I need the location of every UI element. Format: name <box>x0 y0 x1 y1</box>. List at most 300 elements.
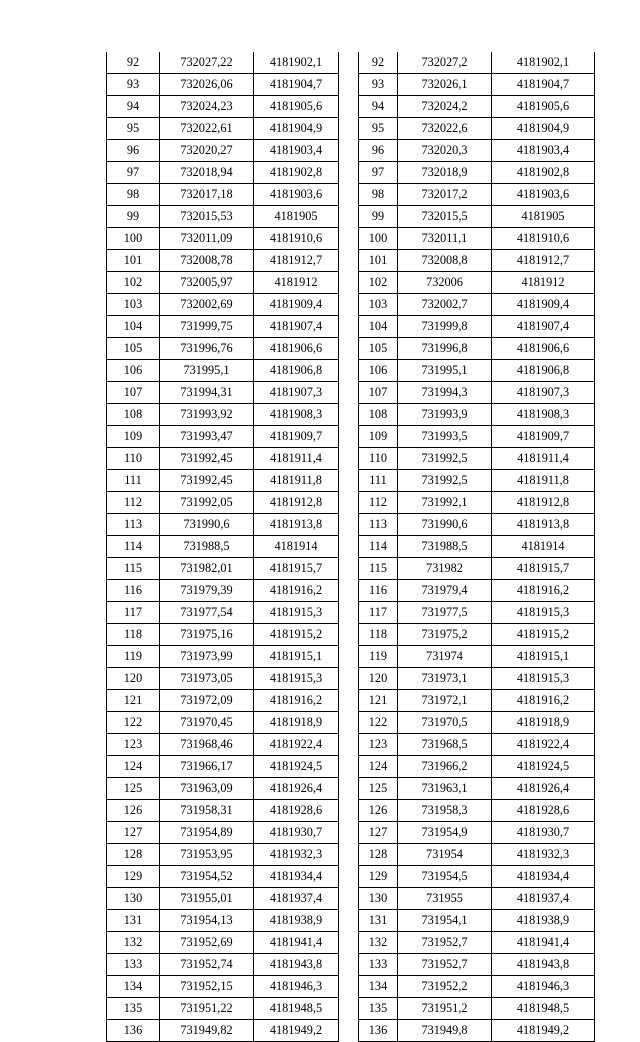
right-y-coordinate-cell: 4181943,8 <box>492 954 595 976</box>
left-point-number-cell: 100 <box>107 228 160 250</box>
left-x-coordinate-cell: 731973,99 <box>160 646 254 668</box>
right-y-coordinate-cell: 4181905,6 <box>492 96 595 118</box>
left-point-number-cell: 129 <box>107 866 160 888</box>
table-row <box>107 96 339 118</box>
table-row <box>107 206 339 228</box>
table-row <box>359 206 595 228</box>
right-y-coordinate-cell: 4181937,4 <box>492 888 595 910</box>
table-row <box>359 822 595 844</box>
left-y-coordinate-cell: 4181915,7 <box>254 558 339 580</box>
right-x-coordinate-cell: 732008,8 <box>398 250 492 272</box>
right-y-coordinate-cell: 4181915,3 <box>492 602 595 624</box>
left-x-coordinate-cell: 732022,61 <box>160 118 254 140</box>
left-y-coordinate-cell: 4181912 <box>254 272 339 294</box>
right-y-coordinate-cell: 4181912,8 <box>492 492 595 514</box>
left-x-coordinate-cell: 731988,5 <box>160 536 254 558</box>
table-row <box>107 910 339 932</box>
right-x-coordinate-cell: 731999,8 <box>398 316 492 338</box>
right-point-number-cell: 94 <box>359 96 398 118</box>
right-y-coordinate-cell: 4181906,8 <box>492 360 595 382</box>
left-y-coordinate-cell: 4181904,7 <box>254 74 339 96</box>
right-y-coordinate-cell: 4181926,4 <box>492 778 595 800</box>
table-row <box>107 580 339 602</box>
table-row <box>359 118 595 140</box>
table-row <box>107 382 339 404</box>
left-point-number-cell: 98 <box>107 184 160 206</box>
table-row <box>107 690 339 712</box>
left-y-coordinate-cell: 4181905,6 <box>254 96 339 118</box>
right-point-number-cell: 117 <box>359 602 398 624</box>
right-x-coordinate-cell: 732018,9 <box>398 162 492 184</box>
right-y-coordinate-cell: 4181915,2 <box>492 624 595 646</box>
table-row <box>359 514 595 536</box>
left-x-coordinate-cell: 731982,01 <box>160 558 254 580</box>
table-row <box>359 52 595 74</box>
right-y-coordinate-cell: 4181902,1 <box>492 52 595 74</box>
right-y-coordinate-cell: 4181916,2 <box>492 580 595 602</box>
left-x-coordinate-cell: 732027,22 <box>160 52 254 74</box>
left-y-coordinate-cell: 4181946,3 <box>254 976 339 998</box>
left-point-number-cell: 101 <box>107 250 160 272</box>
right-y-coordinate-cell: 4181908,3 <box>492 404 595 426</box>
left-y-coordinate-cell: 4181928,6 <box>254 800 339 822</box>
left-y-coordinate-cell: 4181902,1 <box>254 52 339 74</box>
right-point-number-cell: 93 <box>359 74 398 96</box>
table-row <box>107 976 339 998</box>
right-point-number-cell: 104 <box>359 316 398 338</box>
left-point-number-cell: 125 <box>107 778 160 800</box>
right-point-number-cell: 127 <box>359 822 398 844</box>
right-point-number-cell: 96 <box>359 140 398 162</box>
right-x-coordinate-cell: 731977,5 <box>398 602 492 624</box>
left-x-coordinate-cell: 732015,53 <box>160 206 254 228</box>
left-y-coordinate-cell: 4181922,4 <box>254 734 339 756</box>
right-y-coordinate-cell: 4181911,4 <box>492 448 595 470</box>
left-x-coordinate-cell: 731992,45 <box>160 448 254 470</box>
right-x-coordinate-cell: 732015,5 <box>398 206 492 228</box>
right-y-coordinate-cell: 4181907,3 <box>492 382 595 404</box>
table-row <box>107 646 339 668</box>
right-x-coordinate-cell: 732027,2 <box>398 52 492 74</box>
left-y-coordinate-cell: 4181912,7 <box>254 250 339 272</box>
left-x-coordinate-cell: 731952,74 <box>160 954 254 976</box>
right-y-coordinate-cell: 4181915,3 <box>492 668 595 690</box>
right-point-number-cell: 125 <box>359 778 398 800</box>
right-point-number-cell: 132 <box>359 932 398 954</box>
left-point-number-cell: 122 <box>107 712 160 734</box>
left-y-coordinate-cell: 4181913,8 <box>254 514 339 536</box>
left-y-coordinate-cell: 4181916,2 <box>254 690 339 712</box>
table-row <box>107 404 339 426</box>
table-row <box>359 624 595 646</box>
right-y-coordinate-cell: 4181902,8 <box>492 162 595 184</box>
left-x-coordinate-cell: 731954,89 <box>160 822 254 844</box>
left-x-coordinate-cell: 732020,27 <box>160 140 254 162</box>
right-x-coordinate-cell: 731955 <box>398 888 492 910</box>
left-x-coordinate-cell: 731973,05 <box>160 668 254 690</box>
right-x-coordinate-cell: 732006 <box>398 272 492 294</box>
right-x-coordinate-cell: 731993,5 <box>398 426 492 448</box>
table-row <box>359 712 595 734</box>
table-row <box>107 250 339 272</box>
left-x-coordinate-cell: 732017,18 <box>160 184 254 206</box>
left-x-coordinate-cell: 731968,46 <box>160 734 254 756</box>
table-row <box>107 492 339 514</box>
left-x-coordinate-cell: 731953,95 <box>160 844 254 866</box>
right-x-coordinate-cell: 731990,6 <box>398 514 492 536</box>
right-x-coordinate-cell: 731992,5 <box>398 470 492 492</box>
left-point-number-cell: 106 <box>107 360 160 382</box>
left-x-coordinate-cell: 731954,52 <box>160 866 254 888</box>
right-point-number-cell: 114 <box>359 536 398 558</box>
right-point-number-cell: 129 <box>359 866 398 888</box>
right-point-number-cell: 131 <box>359 910 398 932</box>
left-point-number-cell: 126 <box>107 800 160 822</box>
coordinates-table-right <box>358 52 595 1042</box>
left-x-coordinate-cell: 731958,31 <box>160 800 254 822</box>
table-row <box>107 294 339 316</box>
left-x-coordinate-cell: 731966,17 <box>160 756 254 778</box>
right-x-coordinate-cell: 731952,7 <box>398 954 492 976</box>
right-y-coordinate-cell: 4181906,6 <box>492 338 595 360</box>
right-point-number-cell: 99 <box>359 206 398 228</box>
table-row <box>359 888 595 910</box>
left-point-number-cell: 114 <box>107 536 160 558</box>
table-row <box>107 800 339 822</box>
left-y-coordinate-cell: 4181903,6 <box>254 184 339 206</box>
left-point-number-cell: 95 <box>107 118 160 140</box>
table-row <box>359 536 595 558</box>
left-y-coordinate-cell: 4181910,6 <box>254 228 339 250</box>
right-x-coordinate-cell: 731972,1 <box>398 690 492 712</box>
left-x-coordinate-cell: 731972,09 <box>160 690 254 712</box>
left-x-coordinate-cell: 732026,06 <box>160 74 254 96</box>
left-y-coordinate-cell: 4181906,8 <box>254 360 339 382</box>
left-y-coordinate-cell: 4181907,4 <box>254 316 339 338</box>
left-y-coordinate-cell: 4181941,4 <box>254 932 339 954</box>
left-point-number-cell: 93 <box>107 74 160 96</box>
left-y-coordinate-cell: 4181943,8 <box>254 954 339 976</box>
right-x-coordinate-cell: 731952,2 <box>398 976 492 998</box>
table-row <box>359 844 595 866</box>
right-point-number-cell: 107 <box>359 382 398 404</box>
left-y-coordinate-cell: 4181930,7 <box>254 822 339 844</box>
table-row <box>107 272 339 294</box>
left-x-coordinate-cell: 731963,09 <box>160 778 254 800</box>
right-x-coordinate-cell: 731951,2 <box>398 998 492 1020</box>
right-x-coordinate-cell: 731966,2 <box>398 756 492 778</box>
right-point-number-cell: 128 <box>359 844 398 866</box>
right-y-coordinate-cell: 4181915,1 <box>492 646 595 668</box>
left-y-coordinate-cell: 4181949,2 <box>254 1020 339 1042</box>
table-row <box>107 536 339 558</box>
left-y-coordinate-cell: 4181915,2 <box>254 624 339 646</box>
right-y-coordinate-cell: 4181903,6 <box>492 184 595 206</box>
right-point-number-cell: 126 <box>359 800 398 822</box>
right-y-coordinate-cell: 4181918,9 <box>492 712 595 734</box>
right-x-coordinate-cell: 731954,5 <box>398 866 492 888</box>
left-y-coordinate-cell: 4181912,8 <box>254 492 339 514</box>
table-row <box>107 624 339 646</box>
left-point-number-cell: 96 <box>107 140 160 162</box>
left-y-coordinate-cell: 4181915,3 <box>254 602 339 624</box>
right-point-number-cell: 102 <box>359 272 398 294</box>
left-x-coordinate-cell: 731992,05 <box>160 492 254 514</box>
table-row <box>359 426 595 448</box>
left-x-coordinate-cell: 732002,69 <box>160 294 254 316</box>
table-row <box>359 140 595 162</box>
table-row <box>359 646 595 668</box>
left-point-number-cell: 133 <box>107 954 160 976</box>
right-point-number-cell: 103 <box>359 294 398 316</box>
right-x-coordinate-cell: 732011,1 <box>398 228 492 250</box>
table-row <box>107 932 339 954</box>
table-row <box>107 866 339 888</box>
right-x-coordinate-cell: 732002,7 <box>398 294 492 316</box>
right-y-coordinate-cell: 4181905 <box>492 206 595 228</box>
right-x-coordinate-cell: 731949,8 <box>398 1020 492 1042</box>
right-x-coordinate-cell: 731992,1 <box>398 492 492 514</box>
right-point-number-cell: 98 <box>359 184 398 206</box>
table-row <box>359 470 595 492</box>
table-row <box>359 668 595 690</box>
left-x-coordinate-cell: 732024,23 <box>160 96 254 118</box>
left-point-number-cell: 110 <box>107 448 160 470</box>
left-point-number-cell: 131 <box>107 910 160 932</box>
right-point-number-cell: 119 <box>359 646 398 668</box>
left-point-number-cell: 99 <box>107 206 160 228</box>
left-y-coordinate-cell: 4181926,4 <box>254 778 339 800</box>
table-row <box>359 976 595 998</box>
right-x-coordinate-cell: 732020,3 <box>398 140 492 162</box>
left-point-number-cell: 134 <box>107 976 160 998</box>
left-point-number-cell: 132 <box>107 932 160 954</box>
left-x-coordinate-cell: 731999,75 <box>160 316 254 338</box>
left-point-number-cell: 128 <box>107 844 160 866</box>
table-row <box>359 492 595 514</box>
right-x-coordinate-cell: 731996,8 <box>398 338 492 360</box>
right-x-coordinate-cell: 731988,5 <box>398 536 492 558</box>
table-row <box>359 866 595 888</box>
coordinates-table-left-body <box>107 52 339 1042</box>
table-row <box>359 272 595 294</box>
left-point-number-cell: 109 <box>107 426 160 448</box>
right-x-coordinate-cell: 732017,2 <box>398 184 492 206</box>
right-point-number-cell: 95 <box>359 118 398 140</box>
right-x-coordinate-cell: 731954,9 <box>398 822 492 844</box>
right-y-coordinate-cell: 4181916,2 <box>492 690 595 712</box>
left-point-number-cell: 104 <box>107 316 160 338</box>
table-row <box>359 800 595 822</box>
left-y-coordinate-cell: 4181908,3 <box>254 404 339 426</box>
right-x-coordinate-cell: 731968,5 <box>398 734 492 756</box>
coordinates-table-right-body <box>359 52 595 1042</box>
table-row <box>107 844 339 866</box>
left-x-coordinate-cell: 732018,94 <box>160 162 254 184</box>
left-x-coordinate-cell: 731952,15 <box>160 976 254 998</box>
right-point-number-cell: 135 <box>359 998 398 1020</box>
table-row <box>107 954 339 976</box>
right-point-number-cell: 133 <box>359 954 398 976</box>
right-y-coordinate-cell: 4181904,9 <box>492 118 595 140</box>
left-y-coordinate-cell: 4181905 <box>254 206 339 228</box>
right-x-coordinate-cell: 732026,1 <box>398 74 492 96</box>
table-row <box>107 184 339 206</box>
table-row <box>107 338 339 360</box>
left-x-coordinate-cell: 731977,54 <box>160 602 254 624</box>
left-y-coordinate-cell: 4181934,4 <box>254 866 339 888</box>
right-point-number-cell: 116 <box>359 580 398 602</box>
left-x-coordinate-cell: 731975,16 <box>160 624 254 646</box>
table-row <box>359 756 595 778</box>
left-y-coordinate-cell: 4181906,6 <box>254 338 339 360</box>
right-x-coordinate-cell: 731954,1 <box>398 910 492 932</box>
left-point-number-cell: 115 <box>107 558 160 580</box>
table-row <box>107 734 339 756</box>
right-y-coordinate-cell: 4181904,7 <box>492 74 595 96</box>
right-x-coordinate-cell: 731979,4 <box>398 580 492 602</box>
table-row <box>359 250 595 272</box>
right-x-coordinate-cell: 732024,2 <box>398 96 492 118</box>
table-row <box>359 382 595 404</box>
right-point-number-cell: 110 <box>359 448 398 470</box>
right-point-number-cell: 100 <box>359 228 398 250</box>
left-y-coordinate-cell: 4181914 <box>254 536 339 558</box>
right-y-coordinate-cell: 4181948,5 <box>492 998 595 1020</box>
right-x-coordinate-cell: 731992,5 <box>398 448 492 470</box>
left-point-number-cell: 107 <box>107 382 160 404</box>
table-row <box>359 74 595 96</box>
left-x-coordinate-cell: 731992,45 <box>160 470 254 492</box>
table-row <box>359 448 595 470</box>
right-point-number-cell: 108 <box>359 404 398 426</box>
left-x-coordinate-cell: 732005,97 <box>160 272 254 294</box>
left-y-coordinate-cell: 4181903,4 <box>254 140 339 162</box>
table-row <box>107 998 339 1020</box>
right-point-number-cell: 111 <box>359 470 398 492</box>
table-row <box>107 888 339 910</box>
table-row <box>107 118 339 140</box>
left-y-coordinate-cell: 4181911,8 <box>254 470 339 492</box>
left-point-number-cell: 127 <box>107 822 160 844</box>
table-row <box>107 74 339 96</box>
table-row <box>107 426 339 448</box>
table-row <box>107 712 339 734</box>
right-point-number-cell: 136 <box>359 1020 398 1042</box>
right-point-number-cell: 101 <box>359 250 398 272</box>
left-x-coordinate-cell: 732008,78 <box>160 250 254 272</box>
right-point-number-cell: 122 <box>359 712 398 734</box>
left-x-coordinate-cell: 731994,31 <box>160 382 254 404</box>
right-point-number-cell: 121 <box>359 690 398 712</box>
table-row <box>359 338 595 360</box>
right-y-coordinate-cell: 4181928,6 <box>492 800 595 822</box>
right-point-number-cell: 115 <box>359 558 398 580</box>
table-row <box>359 690 595 712</box>
right-y-coordinate-cell: 4181924,5 <box>492 756 595 778</box>
right-x-coordinate-cell: 731975,2 <box>398 624 492 646</box>
table-row <box>107 52 339 74</box>
right-x-coordinate-cell: 731993,9 <box>398 404 492 426</box>
left-point-number-cell: 113 <box>107 514 160 536</box>
right-x-coordinate-cell: 732022,6 <box>398 118 492 140</box>
left-point-number-cell: 108 <box>107 404 160 426</box>
left-point-number-cell: 130 <box>107 888 160 910</box>
left-y-coordinate-cell: 4181948,5 <box>254 998 339 1020</box>
coordinates-table-left <box>106 52 339 1042</box>
right-point-number-cell: 97 <box>359 162 398 184</box>
right-y-coordinate-cell: 4181938,9 <box>492 910 595 932</box>
left-y-coordinate-cell: 4181909,7 <box>254 426 339 448</box>
table-row <box>107 162 339 184</box>
table-row <box>359 316 595 338</box>
right-x-coordinate-cell: 731958,3 <box>398 800 492 822</box>
table-row <box>107 470 339 492</box>
left-point-number-cell: 112 <box>107 492 160 514</box>
table-row <box>359 96 595 118</box>
right-point-number-cell: 92 <box>359 52 398 74</box>
right-y-coordinate-cell: 4181932,3 <box>492 844 595 866</box>
table-row <box>107 558 339 580</box>
table-row <box>107 228 339 250</box>
right-x-coordinate-cell: 731963,1 <box>398 778 492 800</box>
table-row <box>359 360 595 382</box>
right-point-number-cell: 134 <box>359 976 398 998</box>
table-row <box>107 448 339 470</box>
right-point-number-cell: 123 <box>359 734 398 756</box>
left-x-coordinate-cell: 731949,82 <box>160 1020 254 1042</box>
right-y-coordinate-cell: 4181914 <box>492 536 595 558</box>
left-x-coordinate-cell: 731993,47 <box>160 426 254 448</box>
left-y-coordinate-cell: 4181904,9 <box>254 118 339 140</box>
right-x-coordinate-cell: 731954 <box>398 844 492 866</box>
left-point-number-cell: 116 <box>107 580 160 602</box>
left-x-coordinate-cell: 731951,22 <box>160 998 254 1020</box>
left-y-coordinate-cell: 4181902,8 <box>254 162 339 184</box>
left-y-coordinate-cell: 4181907,3 <box>254 382 339 404</box>
right-y-coordinate-cell: 4181922,4 <box>492 734 595 756</box>
right-point-number-cell: 105 <box>359 338 398 360</box>
right-point-number-cell: 124 <box>359 756 398 778</box>
table-row <box>359 228 595 250</box>
table-row <box>359 954 595 976</box>
left-y-coordinate-cell: 4181924,5 <box>254 756 339 778</box>
table-row <box>107 822 339 844</box>
table-row <box>359 580 595 602</box>
right-point-number-cell: 120 <box>359 668 398 690</box>
right-y-coordinate-cell: 4181907,4 <box>492 316 595 338</box>
table-row <box>359 294 595 316</box>
right-point-number-cell: 109 <box>359 426 398 448</box>
right-y-coordinate-cell: 4181913,8 <box>492 514 595 536</box>
right-y-coordinate-cell: 4181941,4 <box>492 932 595 954</box>
right-x-coordinate-cell: 731994,3 <box>398 382 492 404</box>
left-y-coordinate-cell: 4181932,3 <box>254 844 339 866</box>
table-row <box>359 558 595 580</box>
left-point-number-cell: 97 <box>107 162 160 184</box>
left-point-number-cell: 120 <box>107 668 160 690</box>
right-y-coordinate-cell: 4181910,6 <box>492 228 595 250</box>
table-row <box>359 910 595 932</box>
right-point-number-cell: 112 <box>359 492 398 514</box>
right-y-coordinate-cell: 4181911,8 <box>492 470 595 492</box>
table-row <box>107 140 339 162</box>
right-point-number-cell: 130 <box>359 888 398 910</box>
right-x-coordinate-cell: 731973,1 <box>398 668 492 690</box>
right-y-coordinate-cell: 4181930,7 <box>492 822 595 844</box>
table-row <box>107 316 339 338</box>
right-x-coordinate-cell: 731952,7 <box>398 932 492 954</box>
